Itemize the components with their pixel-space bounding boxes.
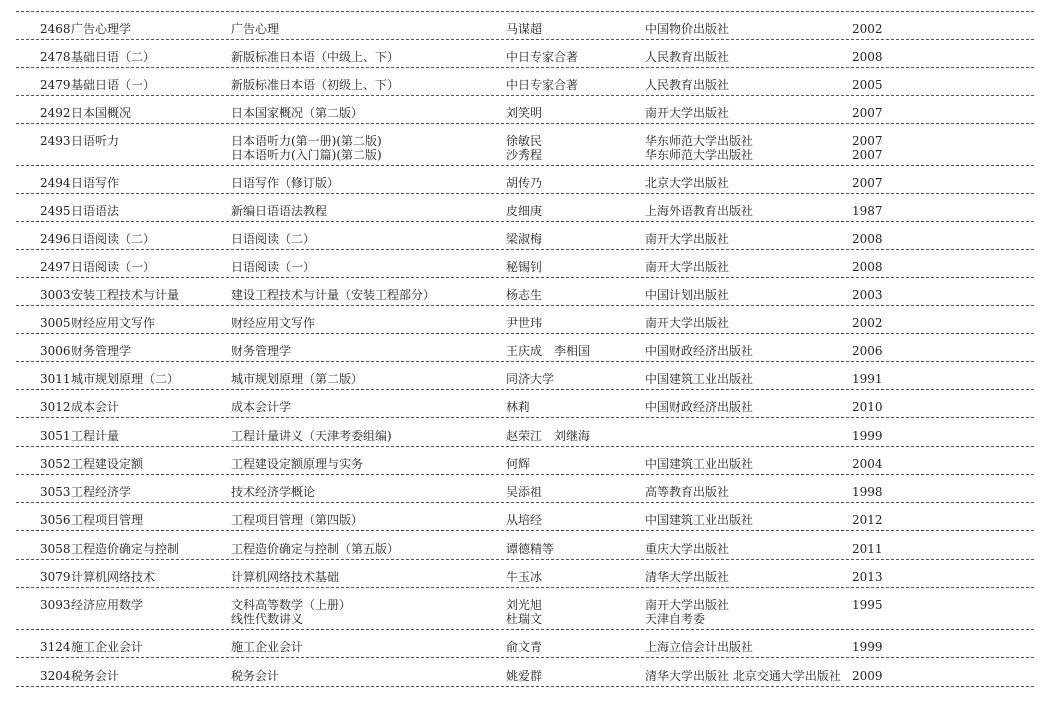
publish-year: 2007 bbox=[852, 106, 883, 120]
course-code-cell: 3006 bbox=[40, 344, 71, 358]
publisher-cell bbox=[645, 457, 753, 471]
textbook-title: 城市规划原理（第二版） bbox=[231, 372, 364, 386]
course-code-cell: 3003 bbox=[40, 288, 71, 302]
table-row bbox=[16, 560, 1034, 588]
textbook-title: 税务会计 bbox=[231, 669, 280, 683]
textbook-title: 线性代数讲义 bbox=[231, 612, 304, 626]
course-name-cell: 施工企业会计 bbox=[71, 640, 144, 654]
publish-year-cell bbox=[852, 288, 883, 302]
course-name-cell: 日语写作 bbox=[71, 176, 120, 190]
course-code-cell: 3124 bbox=[40, 640, 71, 654]
author: 姚爱群 bbox=[506, 669, 543, 683]
textbook-title: 财务管理学 bbox=[231, 344, 292, 358]
course-name-cell: 城市规划原理（二） bbox=[71, 372, 180, 386]
publisher-cell bbox=[645, 78, 729, 92]
textbook-title: 建设工程技术与计量（安装工程部分） bbox=[231, 288, 436, 302]
table-row bbox=[16, 11, 1034, 40]
publisher: 高等教育出版社 bbox=[645, 485, 730, 499]
textbook-title-cell bbox=[231, 400, 291, 414]
author-cell bbox=[506, 372, 554, 386]
publisher: 上海外语教育出版社 bbox=[645, 204, 754, 218]
textbook-title-cell bbox=[231, 176, 339, 190]
author: 尹世玮 bbox=[506, 316, 543, 330]
publisher-cell bbox=[645, 106, 729, 120]
publisher: 上海立信会计出版社 bbox=[645, 640, 754, 654]
publisher: 南开大学出版社 bbox=[645, 106, 730, 120]
course-code-cell: 3079 bbox=[40, 570, 71, 584]
course-name-cell: 经济应用数学 bbox=[71, 598, 144, 612]
publish-year-cell bbox=[852, 429, 883, 443]
publisher: 华东师范大学出版社 bbox=[645, 148, 754, 162]
author: 吴添祖 bbox=[506, 485, 543, 499]
publish-year-cell bbox=[852, 372, 883, 386]
course-code-cell: 3012 bbox=[40, 400, 71, 414]
publish-year-cell bbox=[852, 134, 883, 162]
publish-year-cell bbox=[852, 260, 883, 274]
author-cell bbox=[506, 316, 542, 330]
publish-year-cell bbox=[852, 570, 883, 584]
author: 刘光旭 bbox=[506, 598, 543, 612]
table-row bbox=[16, 334, 1034, 362]
publisher: 北京大学出版社 bbox=[645, 176, 730, 190]
publish-year: 1995 bbox=[852, 598, 883, 612]
course-code-cell: 3058 bbox=[40, 542, 71, 556]
author: 徐敏民 bbox=[506, 134, 543, 148]
textbook-title: 技术经济学概论 bbox=[231, 485, 316, 499]
publisher: 中国财政经济出版社 bbox=[645, 400, 754, 414]
publisher-cell bbox=[645, 176, 729, 190]
author-cell bbox=[506, 176, 542, 190]
author: 谭德精等 bbox=[506, 542, 555, 556]
textbook-title-cell bbox=[231, 457, 363, 471]
publish-year-cell bbox=[852, 232, 883, 246]
author-cell bbox=[506, 598, 542, 626]
author-cell bbox=[506, 232, 542, 246]
course-name-cell: 工程计量 bbox=[71, 429, 120, 443]
textbook-title-cell bbox=[231, 232, 315, 246]
textbook-title-cell bbox=[231, 513, 363, 527]
table-row bbox=[16, 306, 1034, 334]
course-name-cell: 成本会计 bbox=[71, 400, 120, 414]
textbook-title-cell bbox=[231, 78, 399, 92]
author: 沙秀程 bbox=[506, 148, 543, 162]
author: 王庆成 李相国 bbox=[506, 344, 591, 358]
author: 梁淑梅 bbox=[506, 232, 543, 246]
course-code-cell: 2497 bbox=[40, 260, 71, 274]
author-cell bbox=[506, 78, 578, 92]
course-name-cell: 日语阅读（二） bbox=[71, 232, 156, 246]
textbook-title-cell bbox=[231, 485, 315, 499]
course-name-cell: 日本国概况 bbox=[71, 106, 132, 120]
textbook-title: 新版标准日本语（初级上、下） bbox=[231, 78, 400, 92]
publish-year: 2007 bbox=[852, 134, 883, 148]
author-cell bbox=[506, 106, 542, 120]
table-row bbox=[16, 658, 1034, 687]
table-row bbox=[16, 222, 1034, 250]
textbook-title-cell bbox=[231, 640, 303, 654]
table-row bbox=[16, 96, 1034, 124]
author: 杨志生 bbox=[506, 288, 543, 302]
author-cell bbox=[506, 570, 542, 584]
table-row bbox=[16, 418, 1034, 447]
publish-year-cell bbox=[852, 598, 883, 612]
author-cell bbox=[506, 485, 542, 499]
publish-year: 2012 bbox=[852, 513, 883, 527]
author: 皮细庚 bbox=[506, 204, 543, 218]
table-row bbox=[16, 447, 1034, 475]
course-name-cell: 工程造价确定与控制 bbox=[71, 542, 180, 556]
course-code-cell: 3053 bbox=[40, 485, 71, 499]
course-name-cell: 财务管理学 bbox=[71, 344, 132, 358]
textbook-title: 计算机网络技术基础 bbox=[231, 570, 340, 584]
table-row bbox=[16, 68, 1034, 96]
course-name-cell: 广告心理学 bbox=[71, 22, 132, 36]
author: 从培经 bbox=[506, 513, 543, 527]
publish-year: 2008 bbox=[852, 50, 883, 64]
textbook-title: 广告心理 bbox=[231, 22, 280, 36]
textbook-title-cell bbox=[231, 598, 351, 626]
publish-year-cell bbox=[852, 542, 883, 556]
author: 马谋超 bbox=[506, 22, 543, 36]
publish-year-cell bbox=[852, 669, 883, 683]
author-cell bbox=[506, 400, 530, 414]
publish-year-cell bbox=[852, 316, 883, 330]
textbook-title: 工程造价确定与控制（第五版） bbox=[231, 542, 400, 556]
publish-year-cell bbox=[852, 344, 883, 358]
author: 中日专家合著 bbox=[506, 78, 579, 92]
table-row bbox=[16, 194, 1034, 222]
publish-year: 1999 bbox=[852, 640, 883, 654]
publish-year-cell bbox=[852, 485, 883, 499]
author-cell bbox=[506, 204, 542, 218]
textbook-title-cell bbox=[231, 372, 363, 386]
publisher-cell bbox=[645, 598, 729, 626]
author-cell bbox=[506, 457, 530, 471]
course-code-cell: 2478 bbox=[40, 50, 71, 64]
publisher: 南开大学出版社 bbox=[645, 598, 730, 612]
publish-year: 2005 bbox=[852, 78, 883, 92]
textbook-title-cell bbox=[231, 542, 399, 556]
publisher: 清华大学出版社 bbox=[645, 570, 730, 584]
publish-year: 2013 bbox=[852, 570, 883, 584]
textbook-title-cell bbox=[231, 50, 399, 64]
textbook-title: 工程建设定额原理与实务 bbox=[231, 457, 364, 471]
publish-year: 2002 bbox=[852, 22, 883, 36]
publisher: 中国财政经济出版社 bbox=[645, 344, 754, 358]
course-name-cell: 基础日语（二） bbox=[71, 50, 156, 64]
author-cell bbox=[506, 640, 542, 654]
textbook-title-cell bbox=[231, 429, 392, 443]
publisher-cell bbox=[645, 204, 753, 218]
textbook-title-cell bbox=[231, 570, 339, 584]
publisher-cell bbox=[645, 485, 729, 499]
publish-year-cell bbox=[852, 204, 883, 218]
table-row bbox=[16, 475, 1034, 503]
author-cell bbox=[506, 50, 578, 64]
table-row bbox=[16, 630, 1034, 658]
course-name-cell: 日语阅读（一） bbox=[71, 260, 156, 274]
course-code-cell: 3051 bbox=[40, 429, 71, 443]
textbook-title-cell bbox=[231, 316, 315, 330]
author: 林莉 bbox=[506, 400, 531, 414]
author: 同济大学 bbox=[506, 372, 555, 386]
publisher-cell bbox=[645, 50, 729, 64]
textbook-title-cell bbox=[231, 260, 315, 274]
publisher: 人民教育出版社 bbox=[645, 50, 730, 64]
course-name-cell: 安装工程技术与计量 bbox=[71, 288, 180, 302]
publish-year: 2003 bbox=[852, 288, 883, 302]
table-row bbox=[16, 250, 1034, 278]
course-name-cell: 基础日语（一） bbox=[71, 78, 156, 92]
publisher: 中国建筑工业出版社 bbox=[645, 457, 754, 471]
publisher-cell bbox=[645, 260, 729, 274]
publish-year: 2009 bbox=[852, 669, 883, 683]
textbook-title: 成本会计学 bbox=[231, 400, 292, 414]
textbook-title: 财经应用文写作 bbox=[231, 316, 316, 330]
author-cell bbox=[506, 344, 590, 358]
publisher-cell bbox=[645, 513, 753, 527]
course-code-cell: 3093 bbox=[40, 598, 71, 612]
table-row bbox=[16, 531, 1034, 560]
publisher-cell bbox=[645, 372, 753, 386]
table-row bbox=[16, 124, 1034, 166]
publish-year: 2007 bbox=[852, 148, 883, 162]
textbook-title: 文科高等数学（上册） bbox=[231, 598, 352, 612]
table-row bbox=[16, 278, 1034, 306]
publisher: 清华大学出版社 北京交通大学出版社 bbox=[645, 669, 841, 683]
textbook-title: 日本国家概况（第二版） bbox=[231, 106, 364, 120]
textbook-title: 日语阅读（二） bbox=[231, 232, 316, 246]
author: 秘锡钊 bbox=[506, 260, 543, 274]
textbook-title-cell bbox=[231, 106, 363, 120]
textbook-title: 新版标准日本语（中级上、下） bbox=[231, 50, 400, 64]
publisher: 南开大学出版社 bbox=[645, 260, 730, 274]
publisher-cell bbox=[645, 400, 753, 414]
publish-year-cell bbox=[852, 22, 883, 36]
publisher: 天津自考委 bbox=[645, 612, 706, 626]
publish-year-cell bbox=[852, 400, 883, 414]
publish-year: 2008 bbox=[852, 232, 883, 246]
course-code-cell: 3056 bbox=[40, 513, 71, 527]
textbook-title-cell bbox=[231, 204, 327, 218]
author-cell bbox=[506, 22, 542, 36]
course-code-cell: 2496 bbox=[40, 232, 71, 246]
course-code-cell: 2495 bbox=[40, 204, 71, 218]
course-name-cell: 工程经济学 bbox=[71, 485, 132, 499]
publish-year: 2004 bbox=[852, 457, 883, 471]
publish-year: 1991 bbox=[852, 372, 883, 386]
publisher: 中国建筑工业出版社 bbox=[645, 372, 754, 386]
course-name-cell: 日语语法 bbox=[71, 204, 120, 218]
author: 中日专家合著 bbox=[506, 50, 579, 64]
publish-year: 1998 bbox=[852, 485, 883, 499]
publisher-cell bbox=[645, 134, 753, 162]
table-row bbox=[16, 588, 1034, 630]
publisher-cell bbox=[645, 22, 729, 36]
publish-year: 1987 bbox=[852, 204, 883, 218]
textbook-title: 日语阅读（一） bbox=[231, 260, 316, 274]
textbook-title-cell bbox=[231, 134, 382, 162]
course-name-cell: 工程建设定额 bbox=[71, 457, 144, 471]
author: 牛玉冰 bbox=[506, 570, 543, 584]
publisher-cell bbox=[645, 288, 729, 302]
publisher: 中国物价出版社 bbox=[645, 22, 730, 36]
author: 刘笑明 bbox=[506, 106, 543, 120]
publisher: 中国计划出版社 bbox=[645, 288, 730, 302]
publisher-cell bbox=[645, 344, 753, 358]
textbook-title: 日本语听力(第一册)(第二版) bbox=[231, 134, 382, 148]
publisher: 南开大学出版社 bbox=[645, 316, 730, 330]
author-cell bbox=[506, 513, 542, 527]
course-name-cell: 财经应用文写作 bbox=[71, 316, 156, 330]
course-code-cell: 2479 bbox=[40, 78, 71, 92]
publish-year: 2008 bbox=[852, 260, 883, 274]
publish-year-cell bbox=[852, 640, 883, 654]
publisher-cell bbox=[645, 640, 753, 654]
course-code-cell: 2492 bbox=[40, 106, 71, 120]
table-row bbox=[16, 390, 1034, 418]
publisher-cell bbox=[645, 232, 729, 246]
course-name-cell: 税务会计 bbox=[71, 669, 120, 683]
publish-year: 2007 bbox=[852, 176, 883, 190]
author-cell bbox=[506, 288, 542, 302]
course-code-cell: 2468 bbox=[40, 22, 71, 36]
book-list-table bbox=[16, 11, 1034, 687]
table-row bbox=[16, 503, 1034, 531]
publisher: 华东师范大学出版社 bbox=[645, 134, 754, 148]
course-name-cell: 工程项目管理 bbox=[71, 513, 144, 527]
textbook-title: 新编日语语法教程 bbox=[231, 204, 328, 218]
publisher-cell bbox=[645, 316, 729, 330]
author-cell bbox=[506, 134, 542, 162]
publish-year-cell bbox=[852, 457, 883, 471]
course-code-cell: 2494 bbox=[40, 176, 71, 190]
textbook-title: 工程项目管理（第四版） bbox=[231, 513, 364, 527]
table-row bbox=[16, 166, 1034, 194]
author: 杜瑞文 bbox=[506, 612, 543, 626]
publisher-cell bbox=[645, 570, 729, 584]
author: 俞文青 bbox=[506, 640, 543, 654]
textbook-title-cell bbox=[231, 22, 279, 36]
publisher: 南开大学出版社 bbox=[645, 232, 730, 246]
textbook-title: 日语写作（修订版） bbox=[231, 176, 340, 190]
author-cell bbox=[506, 429, 590, 443]
publish-year-cell bbox=[852, 513, 883, 527]
course-code-cell: 3011 bbox=[40, 372, 71, 386]
course-name-cell: 日语听力 bbox=[71, 134, 120, 148]
textbook-title-cell bbox=[231, 288, 435, 302]
publish-year: 2002 bbox=[852, 316, 883, 330]
publish-year-cell bbox=[852, 78, 883, 92]
publish-year-cell bbox=[852, 176, 883, 190]
publisher-cell bbox=[645, 542, 729, 556]
course-code-cell: 2493 bbox=[40, 134, 71, 148]
publish-year: 1999 bbox=[852, 429, 883, 443]
publish-year: 2011 bbox=[852, 542, 883, 556]
course-code-cell: 3005 bbox=[40, 316, 71, 330]
table-row bbox=[16, 362, 1034, 390]
author-cell bbox=[506, 542, 554, 556]
course-name-cell: 计算机网络技术 bbox=[71, 570, 156, 584]
course-code-cell: 3052 bbox=[40, 457, 71, 471]
publish-year: 2006 bbox=[852, 344, 883, 358]
publish-year-cell bbox=[852, 106, 883, 120]
publish-year-cell bbox=[852, 50, 883, 64]
publisher: 重庆大学出版社 bbox=[645, 542, 730, 556]
author-cell bbox=[506, 669, 542, 683]
textbook-title: 施工企业会计 bbox=[231, 640, 304, 654]
textbook-title-cell bbox=[231, 669, 279, 683]
author: 赵荣江 刘继海 bbox=[506, 429, 591, 443]
textbook-title: 日本语听力(入门篇)(第二版) bbox=[231, 148, 382, 162]
author-cell bbox=[506, 260, 542, 274]
publish-year: 2010 bbox=[852, 400, 883, 414]
publisher-cell bbox=[645, 669, 841, 683]
textbook-title: 工程计量讲义（天津考委组编) bbox=[231, 429, 392, 443]
publisher: 人民教育出版社 bbox=[645, 78, 730, 92]
course-code-cell: 3204 bbox=[40, 669, 71, 683]
publisher: 中国建筑工业出版社 bbox=[645, 513, 754, 527]
author: 何辉 bbox=[506, 457, 531, 471]
textbook-title-cell bbox=[231, 344, 291, 358]
table-row bbox=[16, 40, 1034, 68]
author: 胡传乃 bbox=[506, 176, 543, 190]
